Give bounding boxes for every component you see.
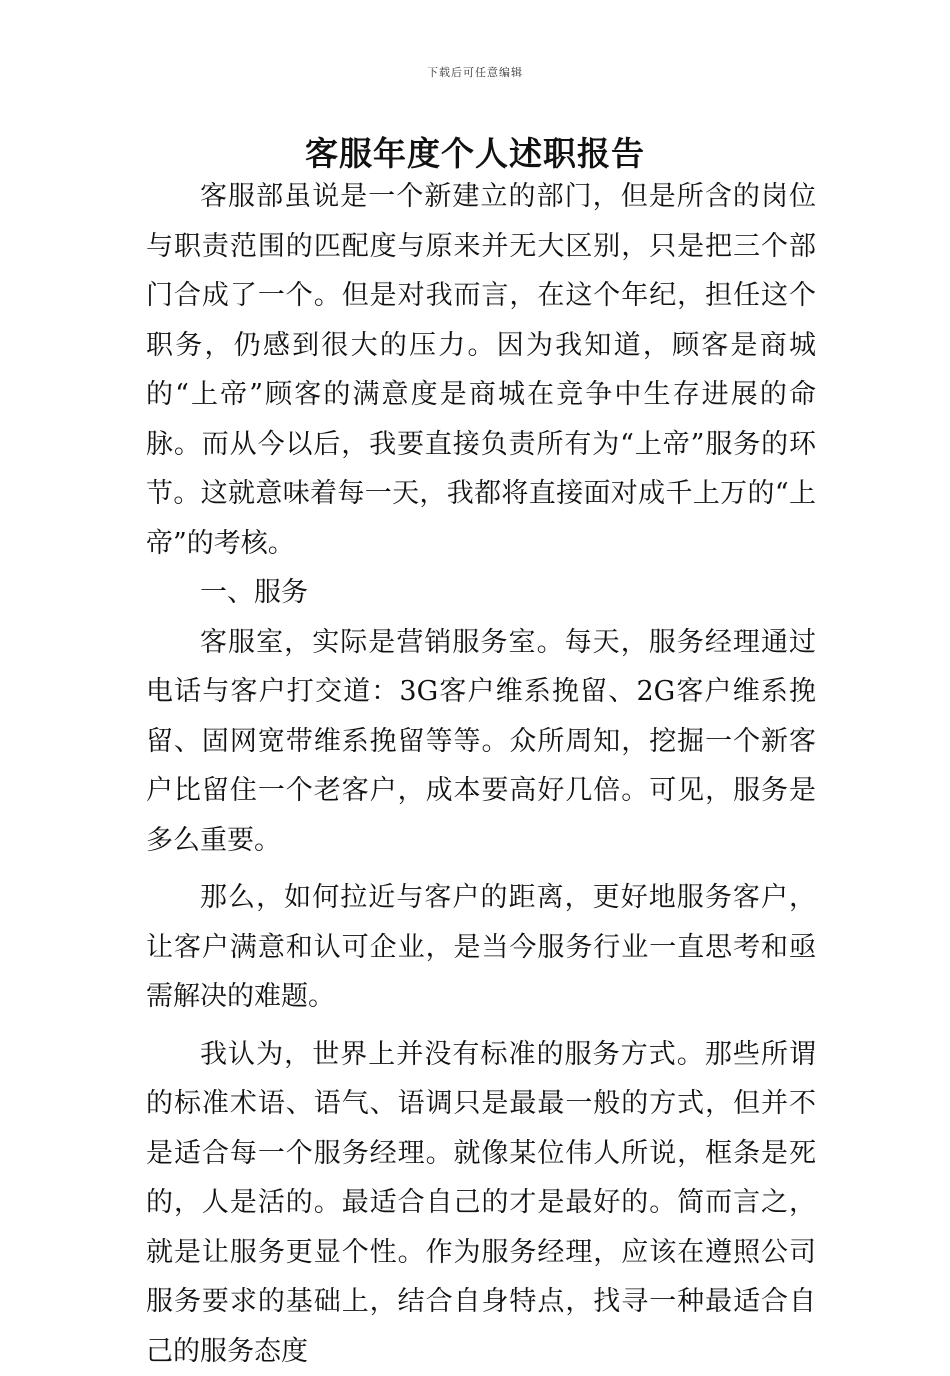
document-body bbox=[146, 172, 816, 1376]
paragraph-closer-to-customer: 那么，如何拉近与客户的距离，更好地服务客户，让客户满意和认可企业，是当今服务行业一直思考和亟需解决的难题。 bbox=[146, 873, 816, 1022]
paragraph-no-standard: 我认为，世界上并没有标准的服务方式。那些所谓的标准术语、语气、语调只是最最一般的方式，但并不是适合每一个服务经理。就像某位伟人所说，框条是死的，人是活的。最适合自己的才是最好的。简而言之，就是让服务更显个性。作为服务经理，应该在遵照公司服务要求的基础上，结合自身特点，找寻一种最适合自己的服务态度 bbox=[146, 1030, 816, 1376]
paragraph-service-room: 客服室，实际是营销服务室。每天，服务经理通过电话与客户打交道：3G客户维系挽留、2G客户维系挽留、固网宽带维系挽留等等。众所周知，挖掘一个新客户比留住一个老客户，成本要高好几倍。可见，服务是多么重要。 bbox=[146, 618, 816, 866]
paragraph-intro: 客服部虽说是一个新建立的部门，但是所含的岗位与职责范围的匹配度与原来并无大区别，只是把三个部门合成了一个。但是对我而言，在这个年纪，担任这个职务，仍感到很大的压力。因为我知道，顾客是商城的“上帝”顾客的满意度是商城在竞争中生存进展的命脉。而从今以后，我要直接负责所有为“上帝”服务的环节。这就意味着每一天，我都将直接面对成千上万的“上帝”的考核。 bbox=[146, 172, 816, 568]
document-title: 客服年度个人述职报告 bbox=[0, 128, 950, 175]
header-note: 下载后可任意编辑 bbox=[0, 64, 950, 80]
section-heading-service: 一、服务 bbox=[146, 568, 816, 618]
